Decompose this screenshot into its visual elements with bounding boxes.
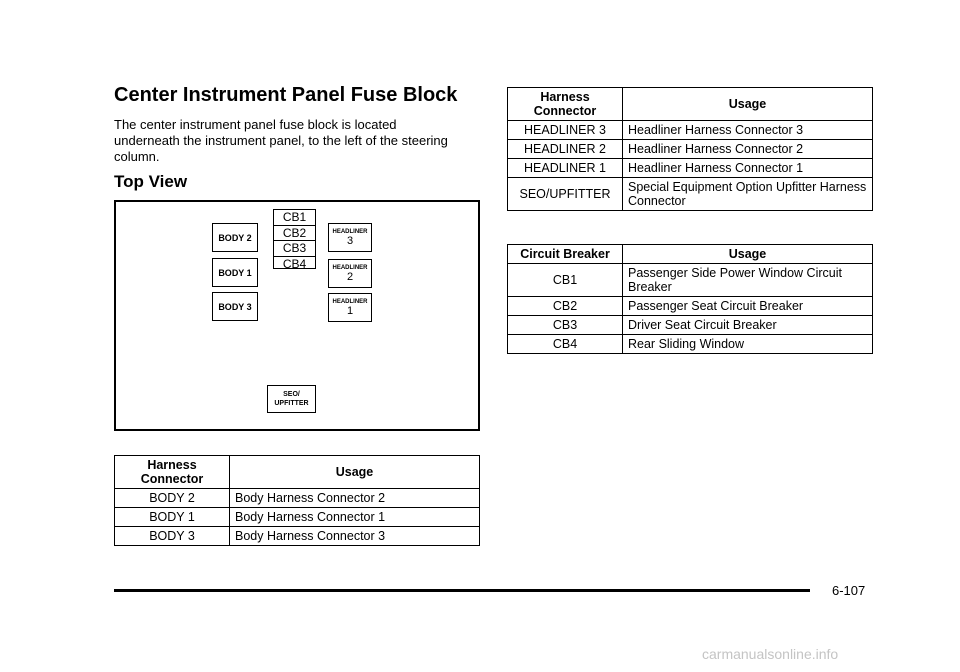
fuse-seo-upfitter (267, 385, 316, 413)
column-header: Usage (230, 456, 480, 489)
table-row (508, 178, 873, 211)
fuse-headliner-2-number: 2 (346, 270, 354, 283)
intro-paragraph: The center instrument panel fuse block is located underneath the instrument panel, to the left of the steering column. (114, 117, 448, 164)
fuse-headliner-2 (328, 259, 372, 288)
table-row (115, 527, 480, 546)
section-subtitle: Top View (114, 172, 188, 191)
fuse-headliner-1-number: 1 (346, 304, 354, 317)
table-cell: HEADLINER 2 (508, 140, 623, 159)
fuse-headliner-1-name: HEADLINER (332, 298, 368, 305)
circuit-breaker-stack (273, 209, 316, 269)
table-header-row (508, 88, 873, 121)
column-header: Harness Connector (508, 88, 623, 121)
table-cell: Passenger Seat Circuit Breaker (623, 297, 873, 316)
table-row (508, 121, 873, 140)
table-cell: Headliner Harness Connector 1 (623, 159, 873, 178)
column-header: Circuit Breaker (508, 245, 623, 264)
fuse-headliner-3-number: 3 (346, 234, 354, 247)
table-row (508, 297, 873, 316)
fuse-headliner-3-name: HEADLINER (332, 228, 368, 235)
fuse-block-diagram (114, 200, 480, 431)
table-row (508, 140, 873, 159)
fuse-body-3: BODY 3 (212, 292, 258, 321)
table-row (508, 335, 873, 354)
table-cell: CB1 (508, 264, 623, 297)
table-cell: HEADLINER 1 (508, 159, 623, 178)
circuit-breaker-cb4: CB4 (282, 256, 307, 271)
table-header-row (508, 245, 873, 264)
column-header: Usage (623, 88, 873, 121)
table-cell: Body Harness Connector 1 (230, 508, 480, 527)
circuit-breaker-cb3: CB3 (274, 241, 315, 257)
fuse-headliner-2-name: HEADLINER (332, 264, 368, 271)
headliner-connector-table (507, 87, 873, 211)
table-cell: SEO/UPFITTER (508, 178, 623, 211)
fuse-body-1: BODY 1 (212, 258, 258, 287)
table-row (508, 316, 873, 335)
circuit-breaker-cb1: CB1 (274, 210, 315, 226)
fuse-seo-line-1: SEO/ (283, 391, 300, 398)
body-connector-table (114, 455, 480, 546)
fuse-seo-line-2: UPFITTER (274, 400, 309, 407)
table-cell: Headliner Harness Connector 2 (623, 140, 873, 159)
table-cell: CB4 (508, 335, 623, 354)
table-cell: BODY 1 (115, 508, 230, 527)
table-row (115, 508, 480, 527)
table-cell: HEADLINER 3 (508, 121, 623, 140)
circuit-breaker-cb2: CB2 (274, 226, 315, 242)
page-number: 6-107 (832, 583, 866, 598)
circuit-breaker-table (507, 244, 873, 354)
fuse-body-2: BODY 2 (212, 223, 258, 252)
table-cell: Passenger Side Power Window Circuit Breaker (623, 264, 873, 297)
table-row (508, 159, 873, 178)
page-title: Center Instrument Panel Fuse Block (114, 84, 458, 106)
table-cell: Special Equipment Option Upfitter Harness Connector (623, 178, 873, 211)
table-cell: BODY 2 (115, 489, 230, 508)
table-row (115, 489, 480, 508)
table-cell: CB2 (508, 297, 623, 316)
column-header: Harness Connector (115, 456, 230, 489)
table-row (508, 264, 873, 297)
footer-divider (114, 589, 810, 592)
watermark-text: carmanualsonline.info (702, 646, 839, 662)
table-cell: CB3 (508, 316, 623, 335)
fuse-headliner-3 (328, 223, 372, 252)
table-cell: Driver Seat Circuit Breaker (623, 316, 873, 335)
table-cell: Body Harness Connector 2 (230, 489, 480, 508)
fuse-headliner-1 (328, 293, 372, 322)
table-cell: Headliner Harness Connector 3 (623, 121, 873, 140)
table-header-row (115, 456, 480, 489)
table-cell: Rear Sliding Window (623, 335, 873, 354)
table-cell: Body Harness Connector 3 (230, 527, 480, 546)
column-header: Usage (623, 245, 873, 264)
table-cell: BODY 3 (115, 527, 230, 546)
